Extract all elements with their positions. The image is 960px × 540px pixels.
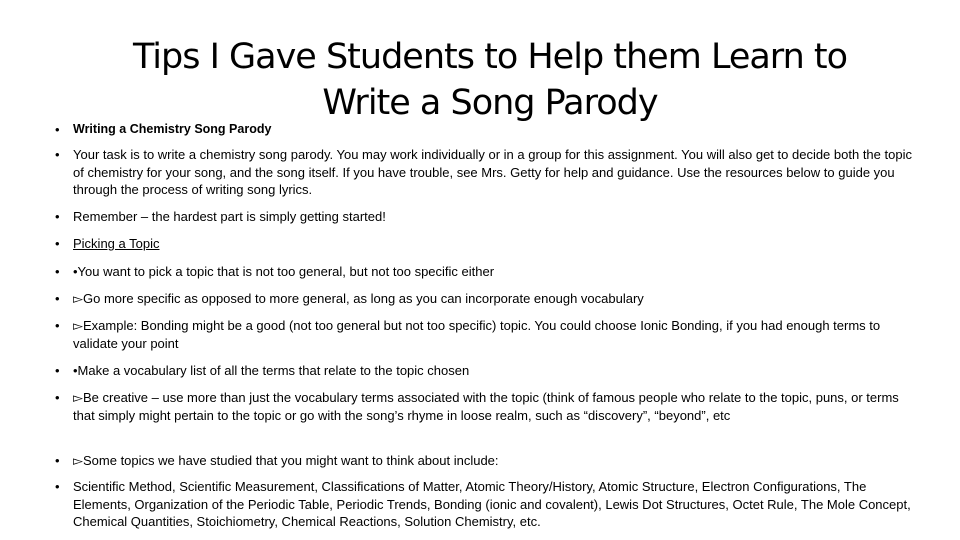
bullet-topic-list [55,478,915,531]
bullet-text: Your task is to write a chemistry song parody. You may work individually or in a group for this assignment. You will also get to decide both the topic of chemistry for your song, and the song itself. If you have trouble, see Mrs. Getty for help and guidance. Use the resources below to guide you through the process of writing song lyrics. [73,147,912,197]
bullet-dot: • [55,122,60,137]
bullet-text: ▻Be creative – use more than just the vocabulary terms associated with the topic (think of famous people who relate to the topic, puns, or terms that simply might pertain to the topic or go with the song’s rhyme in loose realm, such as “discovery”, “beyond”, etc [73,390,899,423]
bullet-more-specific [55,290,915,308]
bullet-dot: • [55,264,60,279]
bullet-example-bonding [55,317,915,352]
bullet-task [55,146,915,199]
bullet-dot: • [55,209,60,224]
bullet-text: •You want to pick a topic that is not too general, but not too specific either [73,264,495,279]
bullet-picking-topic [55,235,915,253]
bullet-dot: • [55,453,60,468]
bullet-dot: • [55,236,60,251]
bullet-dot: • [55,479,60,494]
slide-title: Tips I Gave Students to Help them Learn to Write a Song Parody [132,37,848,123]
bullet-topic-scope [55,263,915,281]
picking-topic-link[interactable]: Picking a Topic [73,236,160,251]
bullet-dot: • [55,318,60,333]
bullet-text: Scientific Method, Scientific Measurement, Classifications of Matter, Atomic Theory/History, Atomic Structure, Electron Configurations, The Elements, Organization of the Periodic Table, Periodic Trends, Bonding (ionic and covalent), Lewis Dot Structures, Octet Rule, The Mole Concept, Chemical Quantities, Stoichiometry, Chemical Reactions, Solution Chemistry, etc. [73,479,911,529]
bullet-text: ▻Example: Bonding might be a good (not too general but not too specific) topic. You could choose Ionic Bonding, if you had enough terms to validate your point [73,318,881,351]
bullet-be-creative [55,389,915,424]
bullet-remember [55,208,915,226]
bullet-text: •Make a vocabulary list of all the terms that relate to the topic chosen [73,363,470,378]
bullet-dot: • [55,363,60,378]
bullet-text: Remember – the hardest part is simply getting started! [73,209,386,224]
bullet-dot: • [55,291,60,306]
bullet-dot: • [55,390,60,405]
bullet-vocabulary-list [55,362,915,380]
bullet-text: ▻Some topics we have studied that you might want to think about include: [73,453,499,468]
bullet-text: ▻Go more specific as opposed to more general, as long as you can incorporate enough vocabulary [73,291,644,306]
bullet-text: Writing a Chemistry Song Parody [73,122,272,136]
bullet-dot: • [55,147,60,162]
bullet-some-topics [55,452,915,470]
bullet-writing-parody [55,121,915,139]
